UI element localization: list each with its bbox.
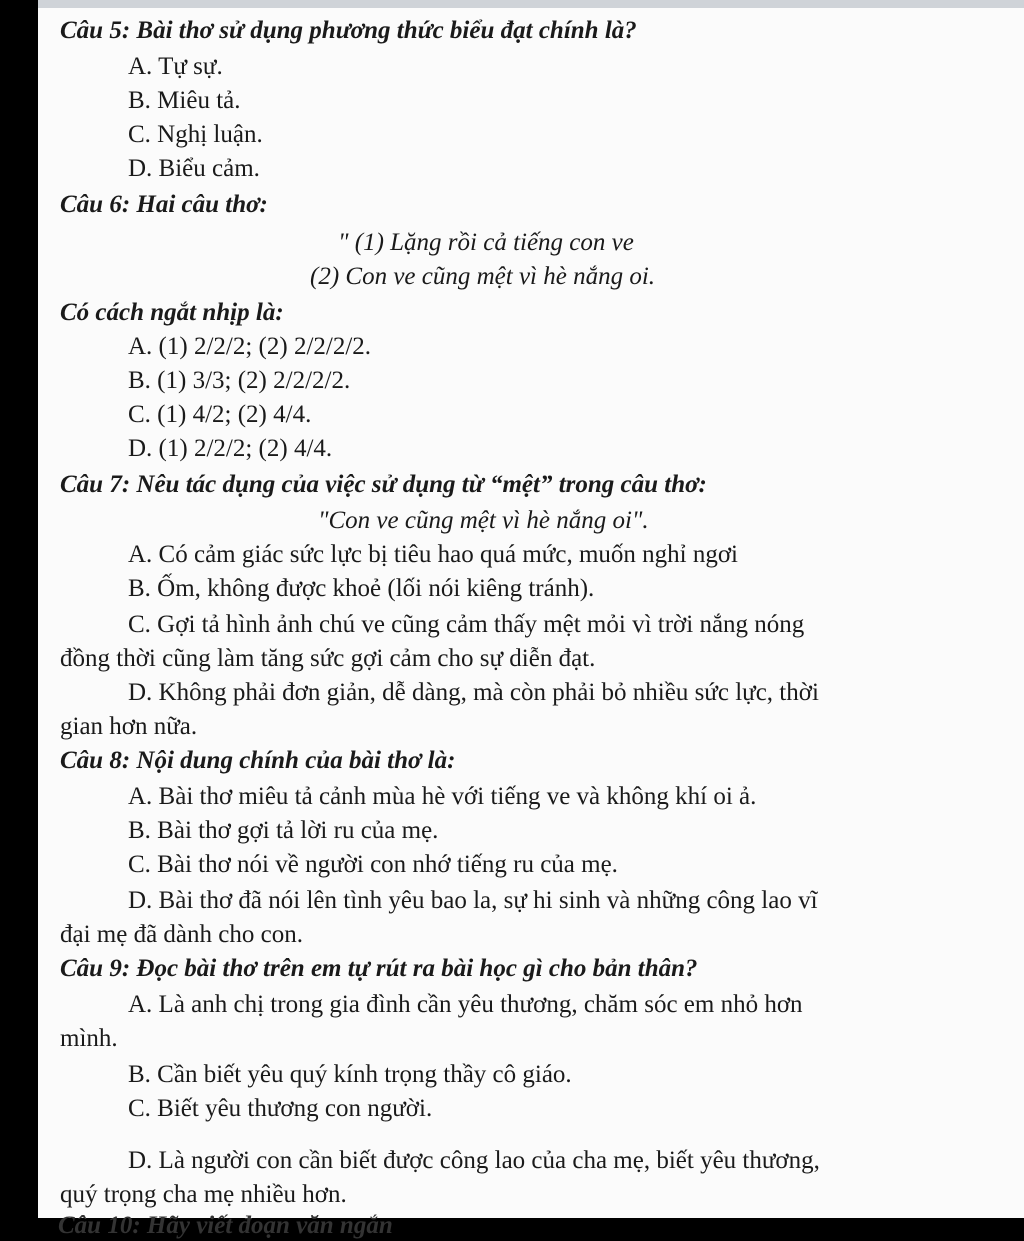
q9-option-c: C. Biết yêu thương con người.: [128, 1095, 433, 1122]
question-7-title: Câu 7: Nêu tác dụng của việc sử dụng từ “mệt” trong câu thơ:: [60, 471, 707, 498]
question-5-title: Câu 5: Bài thơ sử dụng phương thức biểu đạt chính là?: [60, 17, 637, 44]
next-question-cut-text: Câu 10: Hãy viết đoạn văn ngắn: [58, 1212, 393, 1239]
q8-option-d: D. Bài thơ đã nói lên tình yêu bao la, sự hi sinh và những công lao vĩ: [128, 887, 818, 914]
q9-option-d-cont: quý trọng cha mẹ nhiều hơn.: [60, 1181, 347, 1208]
q6-option-b: B. (1) 3/3; (2) 2/2/2/2.: [128, 367, 351, 394]
q6-poem-line-1: " (1) Lặng rồi cả tiếng con ve: [338, 229, 634, 256]
q5-option-d: D. Biểu cảm.: [128, 155, 260, 182]
q7-option-d: D. Không phải đơn giản, dễ dàng, mà còn phải bỏ nhiều sức lực, thời: [128, 679, 819, 706]
next-question-cut-off: [58, 1211, 758, 1239]
q5-option-a: A. Tự sự.: [128, 53, 223, 80]
q9-option-b: B. Cần biết yêu quý kính trọng thầy cô giáo.: [128, 1061, 572, 1088]
left-black-margin: [0, 0, 38, 1218]
q9-option-a: A. Là anh chị trong gia đình cần yêu thương, chăm sóc em nhỏ hơn: [128, 991, 803, 1018]
q5-option-b: B. Miêu tả.: [128, 87, 241, 114]
q8-option-c: C. Bài thơ nói về người con nhớ tiếng ru của mẹ.: [128, 851, 618, 878]
document-page: [38, 8, 1024, 1239]
question-9-title: Câu 9: Đọc bài thơ trên em tự rút ra bài học gì cho bản thân?: [60, 955, 698, 982]
q9-option-a-cont: mình.: [60, 1025, 118, 1052]
q8-option-d-cont: đại mẹ đã dành cho con.: [60, 921, 303, 948]
q6-prompt: Có cách ngắt nhịp là:: [60, 299, 284, 326]
q9-option-d: D. Là người con cần biết được công lao của cha mẹ, biết yêu thương,: [128, 1147, 820, 1174]
q7-quote: "Con ve cũng mệt vì hè nắng oi".: [318, 507, 649, 534]
question-6-title: Câu 6: Hai câu thơ:: [60, 191, 268, 218]
q7-option-d-cont: gian hơn nữa.: [60, 713, 198, 740]
q7-option-c: C. Gợi tả hình ảnh chú ve cũng cảm thấy mệt mỏi vì trời nắng nóng: [128, 611, 805, 638]
question-8-title: Câu 8: Nội dung chính của bài thơ là:: [60, 747, 456, 774]
q7-option-c-cont: đồng thời cũng làm tăng sức gợi cảm cho sự diễn đạt.: [60, 645, 596, 672]
top-window-strip: [38, 0, 1024, 8]
q8-option-a: A. Bài thơ miêu tả cảnh mùa hè với tiếng ve và không khí oi ả.: [128, 783, 757, 810]
q6-option-a: A. (1) 2/2/2; (2) 2/2/2/2.: [128, 333, 372, 360]
q6-option-c: C. (1) 4/2; (2) 4/4.: [128, 401, 312, 428]
q8-option-b: B. Bài thơ gợi tả lời ru của mẹ.: [128, 817, 439, 844]
q5-option-c: C. Nghị luận.: [128, 121, 263, 148]
q7-option-a: A. Có cảm giác sức lực bị tiêu hao quá mức, muốn nghỉ ngơi: [128, 541, 738, 568]
q7-option-b: B. Ốm, không được khoẻ (lối nói kiêng tránh).: [128, 575, 595, 602]
q6-option-d: D. (1) 2/2/2; (2) 4/4.: [128, 435, 333, 462]
q6-poem-line-2: (2) Con ve cũng mệt vì hè nắng oi.: [310, 263, 656, 290]
